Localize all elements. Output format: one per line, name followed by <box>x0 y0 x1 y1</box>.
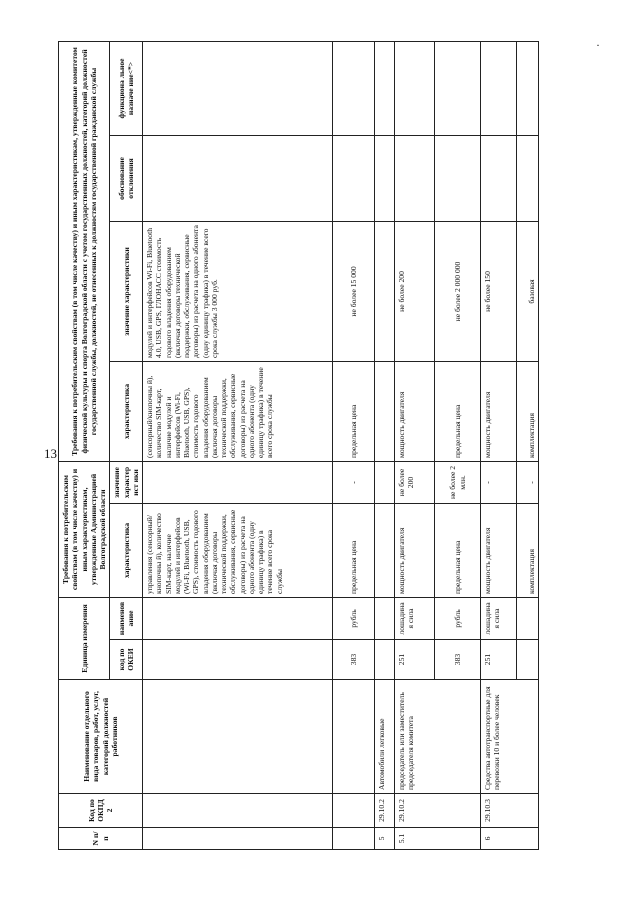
header-req-committee: Требования к потребительским свойствам (в том числе качеству) и иным характеристикам, утвержденные комитетом физической культуры и спорта Волгоградской области с учетом государственных должностей, категорий должностей государственной службы, должностей, не отнесенных к должностям государственной гражданской службы <box>59 41 110 461</box>
cell-num: 5 <box>375 828 395 850</box>
cell-name: председатель или заместитель председателя комитета <box>395 680 481 794</box>
cell-value-admin: не более 200 <box>395 461 435 503</box>
page-number: 13 <box>44 446 57 461</box>
header-value-admin: значение характерист ики <box>110 461 143 503</box>
requirements-table <box>58 41 539 850</box>
cell-char-committee: (сенсорный/кнопочны й), количество SIM-карт, наличие модулей и интерфейсов (Wi-Fi, Bluetooth, USB, GPS), стоимость годового владения оборудованием (включая договоры технической поддержки, обслуживания, сервисные договоры) из расчета на одного абонента (одну единицу трафика) в течение всего срока службы <box>143 361 333 461</box>
table-row <box>481 41 517 849</box>
cell-char-admin: предельная цена <box>435 503 481 597</box>
header-req-admin: Требования к потребительским свойствам (в том числе качеству) и иным характеристикам, утвержденные Администрацией Волгоградской области <box>59 461 110 597</box>
header-char-committee: характеристика <box>110 361 143 461</box>
cell-char-admin: предельная цена <box>333 503 375 597</box>
cell-char-admin: мощность двигателя <box>395 503 435 597</box>
cell-char-admin: комплектация <box>517 503 539 597</box>
cell-num: 6 <box>481 828 539 850</box>
cell-value-admin: - <box>517 461 539 503</box>
cell-value-committee: не более 2 000 000 <box>435 221 481 361</box>
header-name: Наименование отдельного вида товаров, работ, услуг, категорий должностей работников <box>59 680 143 794</box>
cell-char-admin: мощность двигателя <box>481 503 517 597</box>
header-justification: обоснование отклонения <box>110 135 143 221</box>
header-row-1 <box>59 41 110 849</box>
cell-value-committee: модулей и интерфейсов Wi-Fi, Bluetooth 4.0, USB, GPS, ГЛОНАСС стоимость годового владения оборудованием (включая договоры технической поддержки, обслуживания, сервисные договоры) из расчета на одного абонента (одну единицу трафика) в течение всего срока службы 3 000 руб. <box>143 221 333 361</box>
cell-value-admin: не более 2 млн. <box>435 461 481 503</box>
cell-unit-name <box>517 597 539 639</box>
cell-char-committee: мощность двигателя <box>481 361 517 461</box>
cell-unit-code: 251 <box>481 640 517 680</box>
cell-char-committee: комплектация <box>517 361 539 461</box>
cell-unit-code <box>517 640 539 680</box>
cell-value-committee: не более 150 <box>481 221 517 361</box>
header-unit-name: наименов ание <box>110 597 143 639</box>
cell-okpd: 29.10.3 <box>481 794 539 828</box>
table-row <box>333 41 375 849</box>
header-num: N п/п <box>59 828 143 850</box>
cell-char-committee: мощность двигателя <box>395 361 435 461</box>
cell-char-admin: управления (сенсорный/кнопочны й), количество SIM-карт, наличие модулей и интерфейсов (Wi-Fi, Bluetooth, USB, GPS), стоимость годового владения оборудованием (включая договоры технической поддержки, обслуживания, сервисные договоры) из расчета на одного абонента (одну единицу трафика) в течение всего срока службы <box>143 503 333 597</box>
table-row <box>375 41 395 849</box>
cell-value-committee: не более 15 000 <box>333 221 375 361</box>
header-char-admin: характеристика <box>110 503 143 597</box>
table-row <box>143 41 333 849</box>
rotated-table-container <box>58 42 615 850</box>
cell-okpd: 29.10.2 <box>375 794 395 828</box>
cell-unit-name: лошадиная сила <box>395 597 435 639</box>
cell-value-admin: - <box>333 461 375 503</box>
header-functional: функциона льное назначе ние<*> <box>110 41 143 135</box>
cell-char-committee: предельная цена <box>333 361 375 461</box>
cell-value-committee: не более 200 <box>395 221 435 361</box>
cell-okpd: 29.10.2 <box>395 794 481 828</box>
cell-unit-name: лошадиная сила <box>481 597 517 639</box>
cell-unit-code: 383 <box>333 640 375 680</box>
cell-name: Автомобили легковые <box>375 680 395 794</box>
cell-char-committee: предельная цена <box>435 361 481 461</box>
margin-mark: · <box>596 38 600 52</box>
cell-value-committee: базовая <box>517 221 539 361</box>
header-unit: Единица измерения <box>59 597 110 679</box>
header-value-committee: значение характеристики <box>110 221 143 361</box>
cell-unit-name: рубль <box>435 597 481 639</box>
cell-name: Средства автотранспортные для перевозки 10 и более человек <box>481 680 539 794</box>
table-row <box>395 41 435 849</box>
header-okpd: Код по ОКПД 2 <box>59 794 143 828</box>
header-unit-code: код по ОКЕИ <box>110 640 143 680</box>
cell-num: 5.1 <box>395 828 481 850</box>
cell-unit-name: рубль <box>333 597 375 639</box>
cell-value-admin: - <box>481 461 517 503</box>
cell-unit-code: 251 <box>395 640 435 680</box>
cell-unit-code: 383 <box>435 640 481 680</box>
